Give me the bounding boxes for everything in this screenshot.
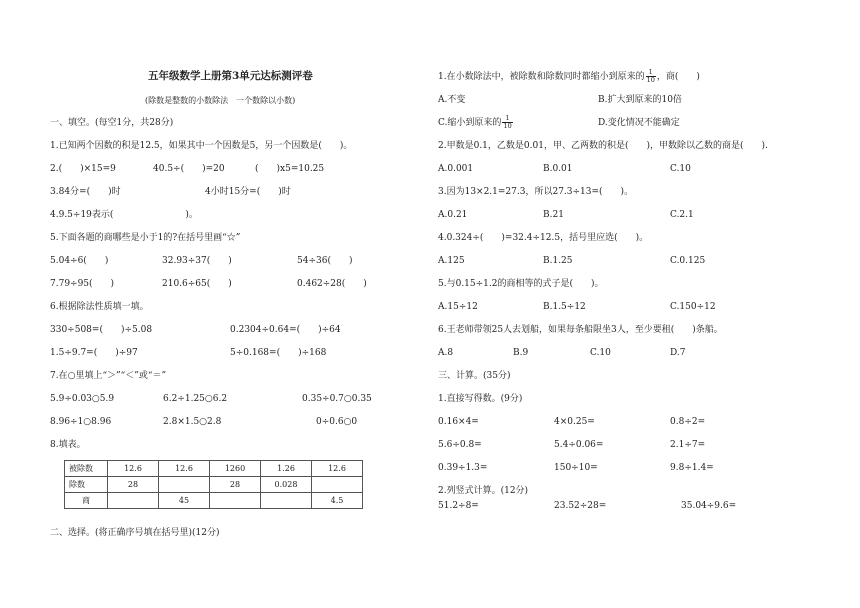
- choice-option: A.不变: [438, 95, 466, 105]
- calc-item: 0.8÷2=: [670, 417, 706, 427]
- table-cell: [108, 493, 159, 509]
- choice-option: A.8: [438, 348, 454, 358]
- table-cell: 除数: [65, 477, 108, 493]
- q7-item: 2.8×1.5○2.8: [163, 417, 222, 427]
- question-5: 5.下面各题的商哪些是小于1的?在括号里画“☆”: [50, 233, 241, 243]
- table-cell: [210, 493, 261, 509]
- calc-item: 9.8÷1.4=: [670, 463, 714, 473]
- question-6: 6.根据除法性质填一填。: [50, 302, 149, 312]
- exam-subtitle: (除数是整数的小数除法 一个数除以小数): [145, 96, 296, 105]
- choice-option: D.7: [670, 348, 686, 358]
- q5-item: 210.6÷65( ): [162, 279, 232, 289]
- table-cell: 28: [210, 477, 261, 493]
- choice-question-6: 6.王老师带领25人去划船，如果每条船限坐3人，至少要租( )条船。: [438, 325, 723, 335]
- table-cell: 12.6: [312, 461, 363, 477]
- choice-option: B.0.01: [543, 164, 573, 174]
- choice-option: C.2.1: [670, 210, 694, 220]
- table-cell: 0.028: [261, 477, 312, 493]
- choice-option: B.扩大到原来的10倍: [598, 95, 682, 105]
- question-2c: ( )x5=10.25: [255, 164, 325, 174]
- table-cell: 12.6: [108, 461, 159, 477]
- choice-question-2: 2.甲数是0.1，乙数是0.01，甲、乙两数的积是( )，甲数除以乙数的商是( ).: [438, 141, 768, 151]
- question-7: 7.在○里填上“＞”“＜”或“＝”: [50, 371, 167, 381]
- calc-item: 51.2÷8=: [438, 501, 479, 511]
- q5-item: 5.04÷6( ): [50, 256, 109, 266]
- q6-item: 330÷508=( )÷5.08: [50, 325, 153, 335]
- table-cell: 商: [65, 493, 108, 509]
- question-8: 8.填表。: [50, 440, 86, 450]
- fraction-one-tenth: [646, 69, 656, 84]
- question-2b: 40.5÷( )=20: [153, 164, 225, 174]
- fraction-denominator: 10: [646, 76, 655, 84]
- q5-item: 32.93÷37( ): [162, 256, 232, 266]
- section-calculation: 三、计算。(35分): [438, 371, 511, 381]
- fill-table: [64, 460, 363, 509]
- choice-question-3: 3.因为13×2.1=27.3，所以27.3÷13=( )。: [438, 187, 634, 197]
- q5-item: 54÷36( ): [297, 256, 353, 266]
- calc-item: 2.1÷7=: [670, 440, 706, 450]
- table-cell: [261, 493, 312, 509]
- table-cell: 4.5: [312, 493, 363, 509]
- choice-option: B.21: [543, 210, 564, 220]
- table-row: [65, 461, 363, 477]
- table-cell: 12.6: [159, 461, 210, 477]
- choice-option: A.15÷12: [438, 302, 478, 312]
- table-cell: 28: [108, 477, 159, 493]
- fraction-one-tenth: [502, 115, 512, 130]
- choice-option: B.1.5÷12: [543, 302, 586, 312]
- question-1: 1.已知两个因数的积是12.5，如果其中一个因数是5，另一个因数是( )。: [50, 141, 353, 151]
- calc-item: 150÷10=: [554, 463, 598, 473]
- q7-item: 0.35÷0.7○0.35: [302, 394, 372, 404]
- q7-item: 6.2÷1.25○6.2: [163, 394, 228, 404]
- calc-item: 0.16×4=: [438, 417, 479, 427]
- calc-question-2: 2.列竖式计算。(12分): [438, 486, 529, 496]
- q7-item: 0÷0.6○0: [316, 417, 358, 427]
- choice-option: C.0.125: [670, 256, 706, 266]
- choice-question-5: 5.与0.15÷1.2的商相等的式子是( )。: [438, 279, 604, 289]
- table-cell: 被除数: [65, 461, 108, 477]
- calc-item: 23.52÷28=: [554, 501, 607, 511]
- choice-option-text: C.缩小到原来的: [438, 118, 502, 128]
- table-cell: 1260: [210, 461, 261, 477]
- section-choice: 二、选择。(将正确序号填在括号里)(12分): [50, 528, 220, 538]
- q6-item: 5÷0.168=( )÷168: [230, 348, 327, 358]
- q6-item: 0.2304÷0.64=( )÷64: [230, 325, 341, 335]
- q7-item: 8.96÷1○8.96: [50, 417, 112, 427]
- calc-item: 5.4÷0.06=: [554, 440, 604, 450]
- choice-option: [438, 115, 514, 130]
- choice-1-text: 1.在小数除法中，被除数和除数同时都缩小到原来的: [438, 72, 645, 82]
- question-3a: 3.84分=( )时: [50, 187, 121, 197]
- choice-question-4: 4.0.324÷( )=32.4÷12.5，括号里应选( )。: [438, 233, 649, 243]
- choice-option: C.150÷12: [670, 302, 716, 312]
- table-row: [65, 493, 363, 509]
- section-fill-blank: 一、填空。(每空1分，共28分): [50, 118, 174, 128]
- choice-option: B.1.25: [543, 256, 573, 266]
- choice-option: B.9: [513, 348, 529, 358]
- calc-item: 4×0.25=: [554, 417, 595, 427]
- table-cell: 1.26: [261, 461, 312, 477]
- fraction-numerator: 1: [502, 115, 512, 123]
- choice-option: C.10: [670, 164, 691, 174]
- table-row: [65, 477, 363, 493]
- q6-item: 1.5÷9.7=( )÷97: [50, 348, 138, 358]
- exam-title: 五年级数学上册第3单元达标测评卷: [148, 70, 313, 82]
- choice-question-1: [438, 69, 700, 84]
- calc-item: 0.39÷1.3=: [438, 463, 488, 473]
- choice-option: A.0.21: [438, 210, 468, 220]
- fraction-numerator: 1: [646, 69, 656, 77]
- calc-item: 35.04÷9.6=: [681, 501, 737, 511]
- choice-option: A.125: [438, 256, 465, 266]
- fraction-denominator: 10: [503, 122, 512, 130]
- choice-1-text: ，商( ): [656, 72, 700, 82]
- q5-item: 7.79÷95( ): [50, 279, 115, 289]
- choice-option: A.0.001: [438, 164, 474, 174]
- table-cell: [159, 477, 210, 493]
- question-4: 4.9.5÷19表示( )。: [50, 210, 198, 220]
- choice-option: C.10: [590, 348, 611, 358]
- choice-option: D.变化情况不能确定: [598, 118, 680, 128]
- calc-question-1: 1.直接写得数。(9分): [438, 394, 523, 404]
- q5-item: 0.462÷28( ): [297, 279, 367, 289]
- question-2a: 2.( )×15=9: [50, 164, 116, 174]
- question-3b: 4小时15分=( )时: [205, 187, 291, 197]
- q7-item: 5.9÷0.03○5.9: [50, 394, 115, 404]
- calc-item: 5.6÷0.8=: [438, 440, 482, 450]
- table-cell: [312, 477, 363, 493]
- table-cell: 45: [159, 493, 210, 509]
